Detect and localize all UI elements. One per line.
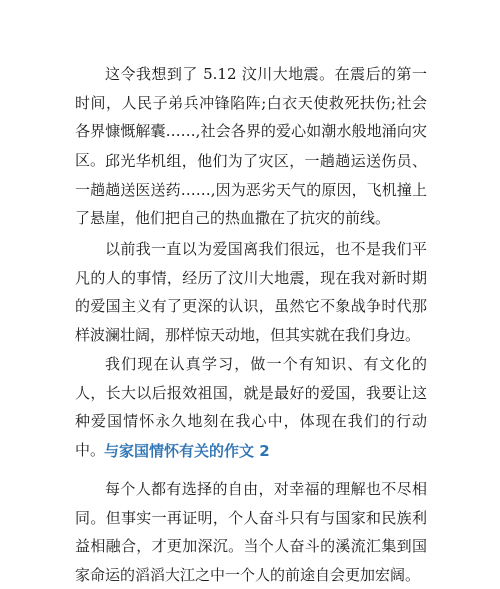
paragraph-freedom: 每个人都有选择的自由，对幸福的理解也不尽相同。但事实一再证明，个人奋斗只有与国家和民族利益相融合，才更加深沉。当个人奋斗的溪流汇集到国家命运的滔滔大江之中一个人的前途自会更加宏阔。: [75, 480, 427, 584]
paragraph-flight-crew: 邱光华机组，他们为了灾区，一趟趟运送伤员、一趟趟送医送药……,因为恶劣天气的原因，飞机撞上了悬崖，他们把自己的热血撒在了抗灾的前线。: [75, 152, 427, 227]
paragraph-patriotism: 以前我一直以为爱国离我们很远，也不是我们平凡的人的事情，经历了汶川大地震，现在我对新时期的爱国主义有了更深的认识，虽然它不象战争时代那样波澜壮阔，那样惊天动地，但其实就在我们身边。: [75, 240, 427, 344]
section-heading: 与家国情怀有关的作文 2: [104, 442, 270, 460]
paragraph-earthquake: 这令我想到了 5.12 汶川大地震。在震后的第一时间，人民子弟兵冲锋陷阵;白衣天使救死扶伤;社会各界慷慨解囊……,社会各界的爱心如潮水般地涌向灾区。: [75, 65, 427, 169]
paragraph-study: 我们现在认真学习，做一个有知识、有文化的人，长大以后报效祖国，就是最好的爱国，我要让这种爱国情怀永久地刻在我心中，体现在我们的行动中。: [75, 355, 427, 459]
